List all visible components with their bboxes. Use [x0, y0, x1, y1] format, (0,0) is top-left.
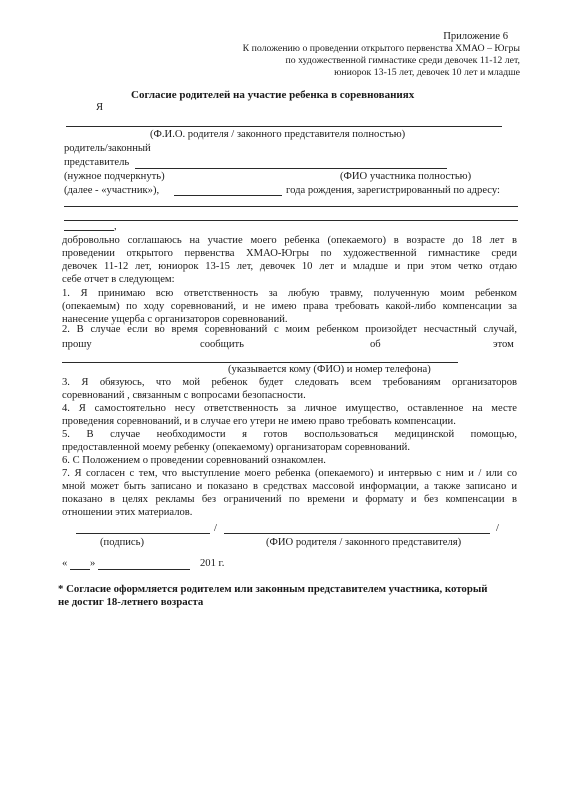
- representative-line-1: родитель/законный: [64, 143, 151, 154]
- date-day-line: [70, 569, 90, 570]
- signature-slash-2: /: [496, 523, 499, 534]
- item5-line-1: 5. В случае необходимости я готов воспользоваться медицинской помощью,: [62, 429, 517, 440]
- item4-line-1: 4. Я самостоятельно несу ответственность за личное имущество, оставленное на месте: [62, 403, 517, 414]
- contact-caption: (указывается кому (ФИО) и номер телефона): [228, 364, 431, 375]
- item2-word-ob: об: [370, 339, 381, 350]
- item6: 6. С Положением о проведении соревнований ознакомлен.: [62, 455, 326, 466]
- underline-hint: (нужное подчеркнуть): [64, 171, 165, 182]
- date-close-quote: »: [90, 558, 96, 569]
- item4-line-2: проведения соревнований, и в случае его утери не имею право требовать компенсации.: [62, 416, 456, 427]
- footnote-line-1: * Согласие оформляется родителем или законным представителем участника, который: [58, 583, 488, 595]
- address-line-1: [64, 206, 518, 207]
- header-line-1: К положению о проведении открытого первенства ХМАО – Югры: [242, 43, 520, 54]
- intro-line-3: девочек 11-12 лет, юниорок 13-15 лет, девочек 10 лет и младше и при этом четко отдаю: [62, 261, 517, 272]
- item3-line-2: соревнований , связанным с вопросами безопасности.: [62, 390, 306, 401]
- item2-word-soobshit: сообщить: [200, 339, 244, 350]
- date-month-line: [98, 569, 190, 570]
- date-year: 201 г.: [200, 558, 225, 569]
- birth-year-text: года рождения, зарегистрированный по адресу:: [286, 185, 500, 196]
- parent-fio-caption: (Ф.И.О. родителя / законного представителя полностью): [150, 129, 406, 140]
- header-line-2: по художественной гимнастике среди девочек 11-12 лет,: [285, 55, 520, 66]
- participant-fio-caption: (ФИО участника полностью): [340, 171, 472, 182]
- parent-name-line: [224, 533, 490, 534]
- appendix-title: Приложение 6: [443, 31, 508, 42]
- item1-line-2: (опекаемым) по ходу соревнований, и не имею права требовать какой-либо компенсации за: [62, 301, 517, 312]
- item3-line-1: 3. Я обязуюсь, что мой ребенок будет следовать всем требованиям организаторов: [62, 377, 517, 388]
- item5-line-2: предоставленной моему ребенку (опекаемому) организаторам соревнований.: [62, 442, 410, 453]
- parent-name-caption: (ФИО родителя / законного представителя): [266, 537, 462, 548]
- item7-line-3: показано в целях рекламы без ограничений по времени и формату и без компенсации в: [62, 494, 517, 505]
- footnote-line-2: не достиг 18-летнего возраста: [58, 596, 204, 608]
- document-title: Согласие родителей на участие ребенка в соревнованиях: [131, 89, 415, 101]
- item1-line-3: нанесение ущерба с организаторов соревнований.: [62, 314, 288, 325]
- signature-slash-1: /: [214, 523, 217, 534]
- representative-line-2: представитель: [64, 157, 130, 168]
- address-comma: ,: [114, 221, 117, 232]
- parent-fio-line: [66, 126, 502, 127]
- intro-line-2: проведении открытого первенства ХМАО-Югры по художественной гимнастике среди: [62, 248, 517, 259]
- date-open-quote: «: [62, 558, 68, 569]
- address-line-3: [64, 230, 114, 231]
- signature-line: [76, 533, 210, 534]
- item7-line-1: 7. Я согласен с тем, что выступление моего ребенка (опекаемого) и интервью с ним и / или со: [62, 468, 517, 479]
- item2-word-proshu: прошу: [62, 339, 92, 350]
- participant-prefix: (далее - «участник»),: [64, 185, 160, 196]
- item7-line-4: отношении этих материалов.: [62, 507, 193, 518]
- item2-word-etom: этом: [493, 339, 514, 350]
- signature-caption: (подпись): [100, 537, 144, 548]
- item7-line-2: мной может быть записано и показано в средствах массовой информации, а также записано и: [62, 481, 517, 492]
- item1-line-1: 1. Я принимаю всю ответственность за любую травму, полученную моим ребенком: [62, 288, 517, 299]
- intro-line-4: себе отчет в следующем:: [62, 274, 175, 285]
- item2-line-1: 2. В случае если во время соревнований с моим ребенком произойдет несчастный случай,: [62, 324, 517, 335]
- participant-fio-line: [135, 168, 447, 169]
- address-line-2: [64, 220, 518, 221]
- ya-label: Я: [96, 102, 104, 113]
- intro-line-1: добровольно соглашаюсь на участие моего ребенка (опекаемого) в возрасте до 18 лет в: [62, 235, 517, 246]
- birth-year-line: [174, 195, 282, 196]
- header-line-3: юниорок 13-15 лет, девочек 10 лет и младше: [334, 67, 520, 78]
